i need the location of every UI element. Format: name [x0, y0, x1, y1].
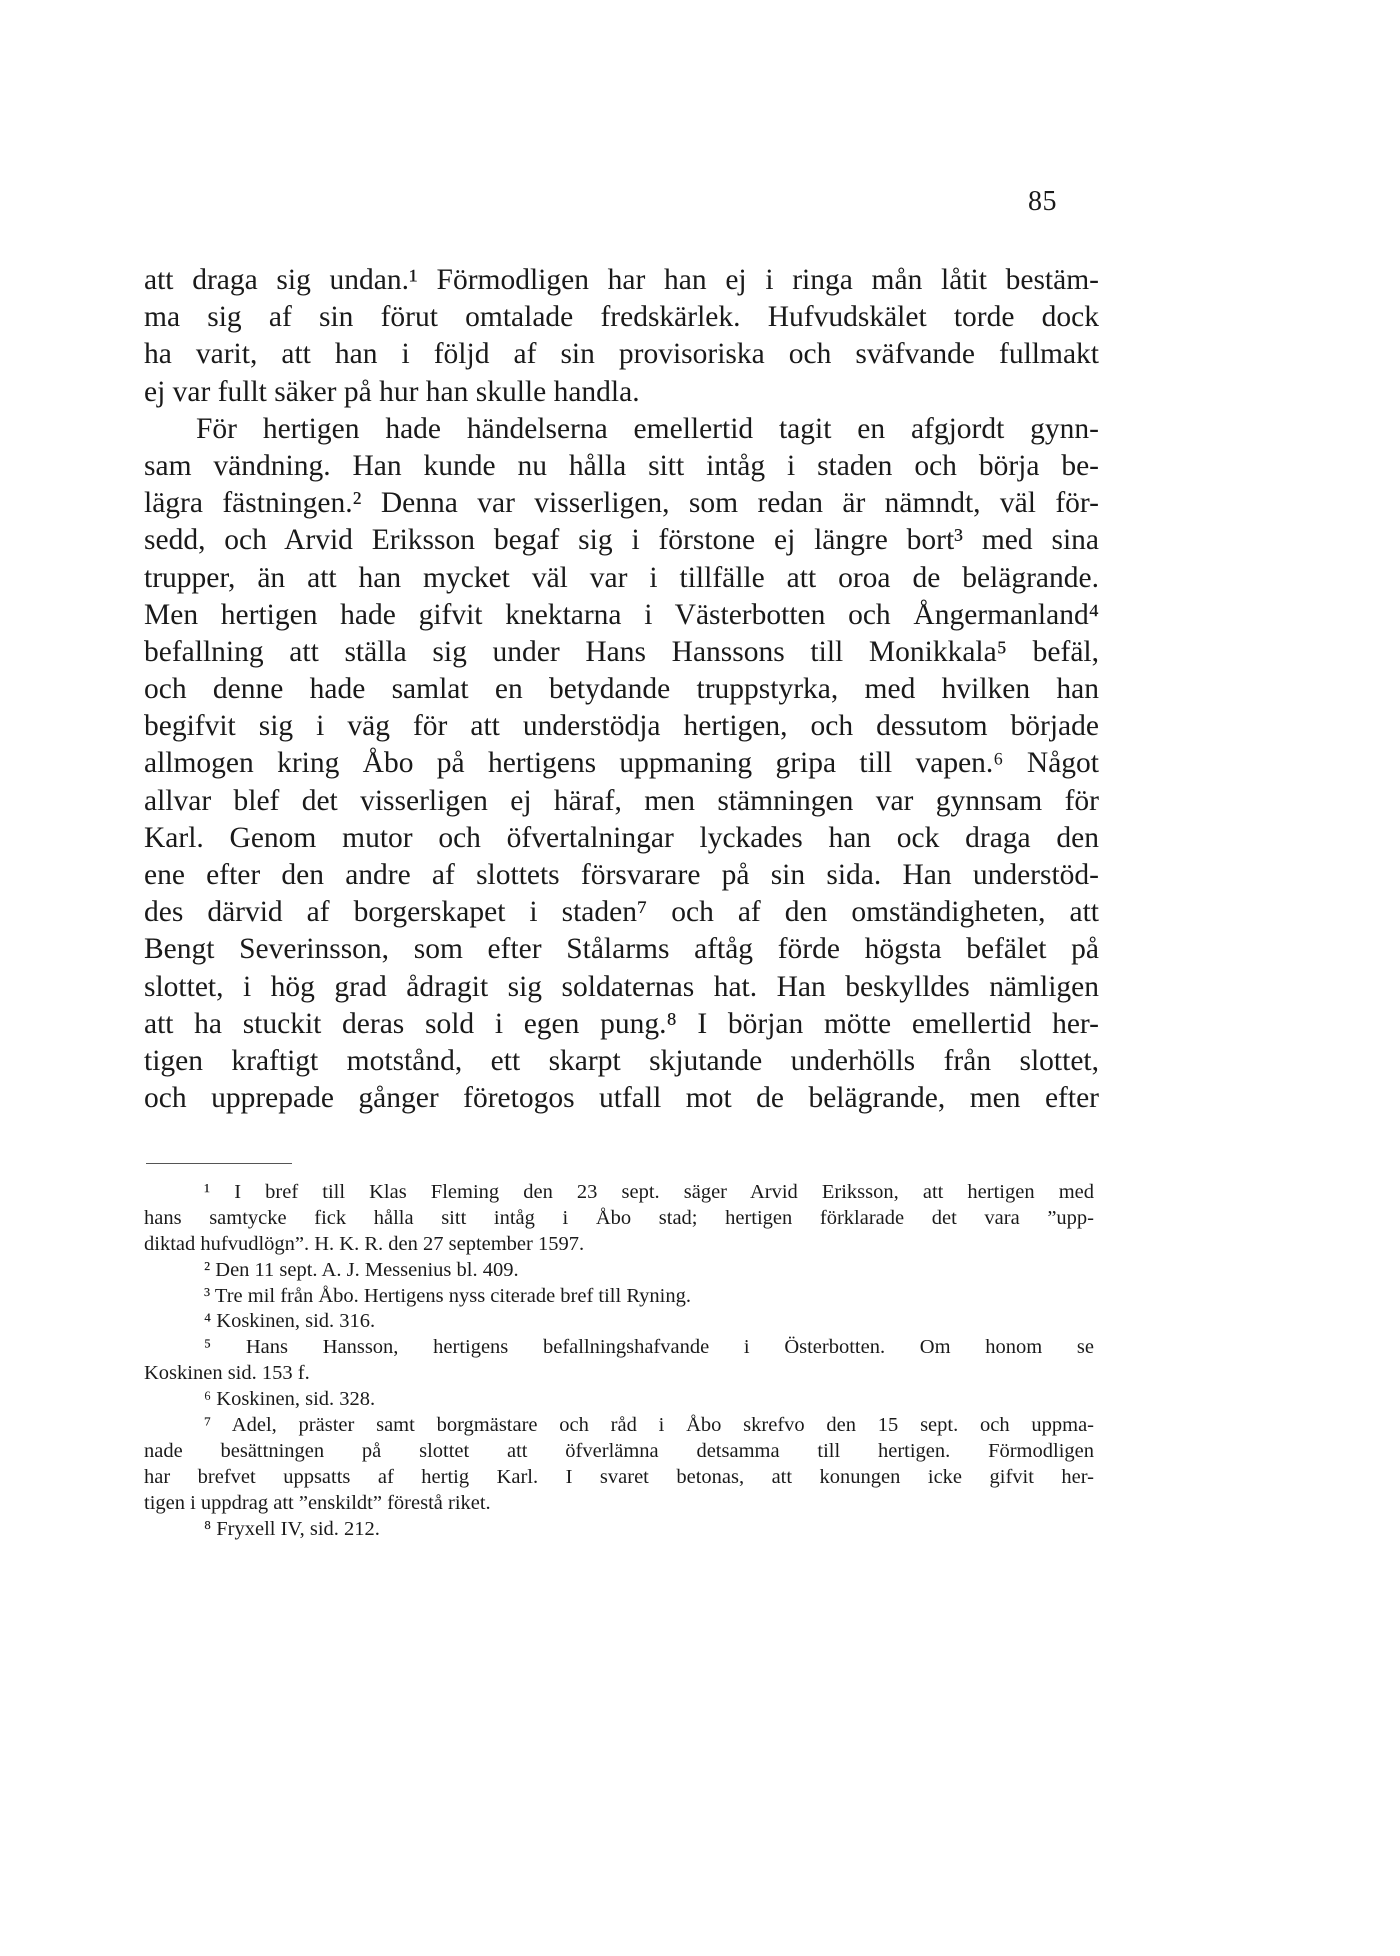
- footnote-1-line: hans samtycke fick hålla sitt intåg i Åbo stad; hertigen förklarade det vara ”upp-: [144, 1206, 1094, 1229]
- footnote-1-line: ¹ I bref till Klas Fleming den 23 sept. säger Arvid Eriksson, att hertigen med: [204, 1181, 1094, 1203]
- body-line: ej var fullt säker på hur han skulle handla.: [144, 375, 640, 408]
- footnote-1-line: diktad hufvudlögn”. H. K. R. den 27 september 1597.: [144, 1232, 585, 1255]
- footnote-5-line: ⁵ Hans Hansson, hertigens befallningshafvande i Österbotten. Om honom se: [204, 1336, 1094, 1359]
- body-line: allvar blef det visserligen ej häraf, men stämningen var gynnsam för: [144, 784, 1099, 817]
- footnote-7-line: nade besättningen på slottet att öfverlämna detsamma till hertigen. Förmodligen: [144, 1439, 1094, 1462]
- body-text: [144, 262, 1099, 1117]
- body-line: Karl. Genom mutor och öfvertalningar lyckades han ock draga den: [144, 821, 1099, 854]
- body-line: slottet, i hög grad ådragit sig soldaternas hat. Han beskylldes nämligen: [144, 970, 1099, 1003]
- body-line: att ha stuckit deras sold i egen pung.⁸ I början mötte emellertid her-: [144, 1007, 1099, 1040]
- body-line: ha varit, att han i följd af sin provisoriska och sväfvande fullmakt: [144, 338, 1099, 371]
- page-number: 85: [1028, 186, 1057, 217]
- body-line: begifvit sig i väg för att understödja hertigen, och dessutom började: [144, 710, 1099, 743]
- body-line: ene efter den andre af slottets försvarare på sin sida. Han understöd-: [144, 859, 1099, 891]
- body-line: och denne hade samlat en betydande truppstyrka, med hvilken han: [144, 673, 1099, 706]
- body-line: Men hertigen hade gifvit knektarna i Västerbotten och Ångermanland⁴: [144, 598, 1099, 631]
- footnote-7-line: ⁷ Adel, präster samt borgmästare och råd i Åbo skrefvo den 15 sept. och uppma-: [204, 1414, 1094, 1437]
- footnote-4: ⁴ Koskinen, sid. 316.: [204, 1310, 376, 1333]
- body-line: och upprepade gånger företogos utfall mot de belägrande, men efter: [144, 1082, 1099, 1115]
- body-line: att draga sig undan.¹ Förmodligen har han ej i ringa mån låtit bestäm-: [144, 264, 1099, 296]
- body-line: trupper, än att han mycket väl var i tillfälle att oroa de belägrande.: [144, 561, 1099, 594]
- footnote-8: ⁸ Fryxell IV, sid. 212.: [204, 1517, 380, 1540]
- body-line: des därvid af borgerskapet i staden⁷ och af den omständigheten, att: [144, 896, 1099, 929]
- body-line: befallning att ställa sig under Hans Hanssons till Monikkala⁵ befäl,: [144, 635, 1099, 668]
- body-line: sedd, och Arvid Eriksson begaf sig i förstone ej längre bort³ med sina: [144, 524, 1099, 557]
- body-line: tigen kraftigt motstånd, ett skarpt skjutande underhölls från slottet,: [144, 1044, 1099, 1077]
- footnote-7-line: har brefvet uppsatts af hertig Karl. I svaret betonas, att konungen icke gifvit her-: [144, 1465, 1094, 1488]
- footnote-5-line: Koskinen sid. 153 f.: [144, 1362, 310, 1385]
- body-line: Bengt Severinsson, som efter Stålarms aftåg förde högsta befälet på: [144, 933, 1099, 966]
- footnote-2: ² Den 11 sept. A. J. Messenius bl. 409.: [204, 1258, 519, 1281]
- body-line: lägra fästningen.² Denna var visserligen, som redan är nämndt, väl för-: [144, 487, 1099, 520]
- body-line: ma sig af sin förut omtalade fredskärlek. Hufvudskälet torde dock: [144, 301, 1099, 334]
- footnote-6: ⁶ Koskinen, sid. 328.: [204, 1388, 376, 1411]
- body-line: allmogen kring Åbo på hertigens uppmaning gripa till vapen.⁶ Något: [144, 747, 1099, 780]
- body-line: sam vändning. Han kunde nu hålla sitt intåg i staden och börja be-: [144, 449, 1099, 482]
- body-line: För hertigen hade händelserna emellertid tagit en afgjordt gynn-: [196, 412, 1099, 445]
- footnote-7-line: tigen i uppdrag att ”enskildt” förestå riket.: [144, 1491, 491, 1514]
- footnotes: [144, 1180, 1094, 1542]
- footnote-divider: [146, 1163, 292, 1164]
- footnote-3: ³ Tre mil från Åbo. Hertigens nyss citerade bref till Ryning.: [204, 1284, 691, 1307]
